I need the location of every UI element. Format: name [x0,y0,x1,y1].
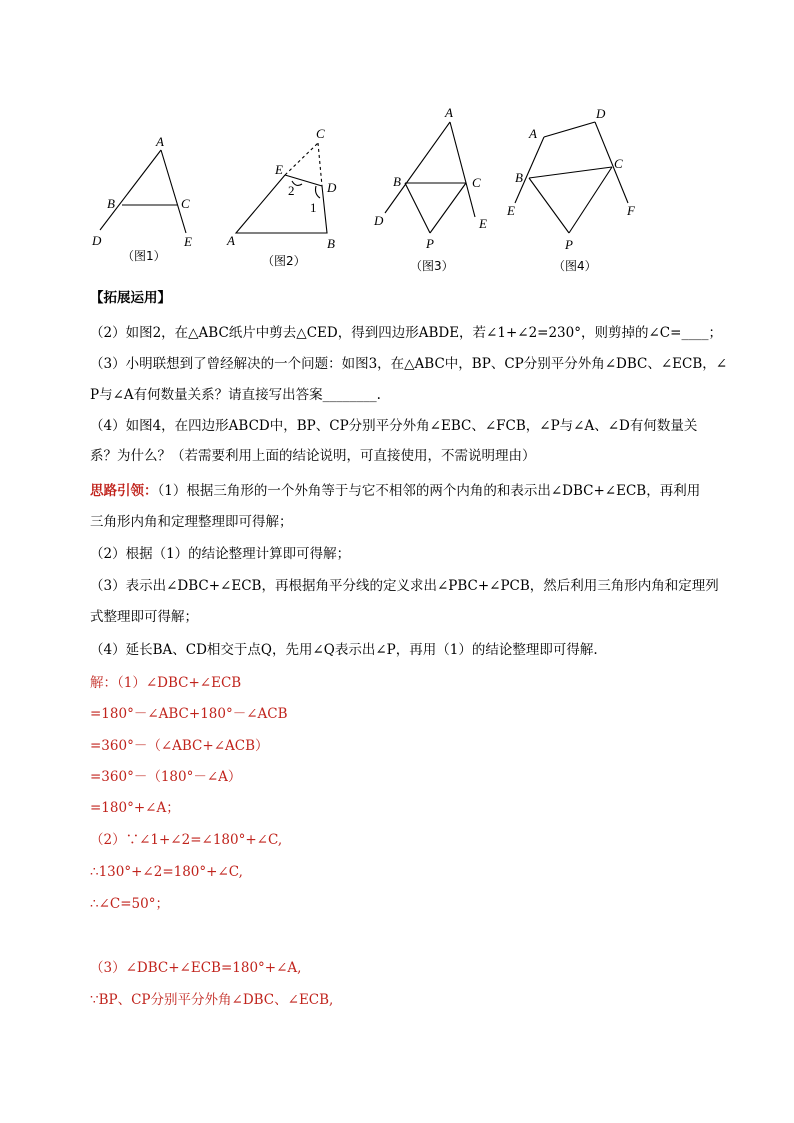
fig1-label-d: D [92,233,102,248]
hint-label: 思路引领： [90,483,158,499]
fig3-caption: （图3） [410,259,454,273]
solution-line-3: =360°－（∠ABC+∠ACB） [90,738,269,754]
fig2-angle-1: 1 [310,200,317,215]
solution-line-5: =180°+∠A； [90,800,180,816]
fig2-label-a: A [227,233,235,248]
fig3-label-d: D [374,213,384,228]
fig4-label-b: B [515,170,523,185]
fig4-label-c: C [614,156,623,171]
fig3-label-b: B [393,174,401,189]
question-4-line-2: 系？为什么？（若需要利用上面的结论说明，可直接使用，不需说明理由） [90,448,536,464]
question-4-line-1: （4）如图4，在四边形ABCD中，BP、CP分别平分外角∠EBC、∠FCB，∠P与∠A、∠D有何数量关 [90,418,698,434]
solution-line-4: =360°－（180°－∠A） [90,769,242,785]
hint-text-1: （1）根据三角形的一个外角等于与它不相邻的两个内角的和表示出∠DBC+∠ECB，再利用 [157,483,701,499]
section-heading: 【拓展运用】 [90,290,171,306]
fig1-label-c: C [181,196,190,211]
solution-line-7: ∴130°+∠2=180°+∠C, [90,864,243,880]
figure-3 [373,105,487,273]
solution-line-1: 解：（1）∠DBC+∠ECB [90,675,242,691]
fig4-label-f: F [627,203,635,218]
fig2-label-c: C [316,126,325,141]
question-2-line: （2）如图2，在△ABC纸片中剪去△CED，得到四边形ABDE，若∠1+∠2=230°，则剪掉的∠C=____； [90,325,722,341]
solution-line-9: （3）∠DBC+∠ECB=180°+∠A, [90,960,302,976]
fig1-label-e: E [184,234,192,249]
hint-line-1 [90,481,750,501]
hint-line-5: 式整理即可得解； [90,609,198,625]
fig1-caption: （图1） [122,249,166,263]
solution-line-8: ∴∠C=50°； [90,896,169,912]
fig4-label-e: E [507,203,515,218]
solution-line-6: （2）∵∠1+∠2=∠180°+∠C, [90,832,283,848]
hint-line-6: （4）延长BA、CD相交于点Q，先用∠Q表示出∠P，再用（1）的结论整理即可得解. [90,642,598,658]
fig3-label-p: P [426,236,434,251]
fig1-label-a: A [156,134,164,149]
hint-line-4: （3）表示出∠DBC+∠ECB，再根据角平分线的定义求出∠PBC+∠PCB，然后利用三角形内角和定理列 [90,578,719,594]
fig1-label-b: B [107,196,115,211]
figure-2 [226,126,337,268]
fig2-angle-2: 2 [288,183,295,198]
fig2-label-e: E [275,162,283,177]
fig3-label-c: C [472,175,481,190]
fig3-label-a: A [445,105,453,120]
question-3-line-1: （3）小明联想到了曾经解决的一个问题：如图3，在△ABC中，BP、CP分别平分外角∠DBC、∠ECB，∠ [90,356,728,372]
hint-line-3: （2）根据（1）的结论整理计算即可得解； [90,546,351,562]
figure-1 [91,134,192,263]
fig4-caption: （图4） [553,259,597,273]
figure-4 [506,106,636,273]
fig4-label-a: A [529,126,537,141]
fig4-label-d: D [596,106,606,121]
fig2-label-d: D [327,180,337,195]
fig4-label-p: P [565,237,573,252]
solution-line-10: ∵BP、CP分别平分外角∠DBC、∠ECB, [90,992,334,1008]
fig2-label-b: B [327,236,335,251]
hint-line-2: 三角形内角和定理整理即可得解； [90,514,293,530]
fig2-caption: （图2） [262,254,306,268]
question-3-line-2: P与∠A有何数量关系？请直接写出答案________. [90,387,381,403]
figures-area [0,0,794,280]
fig3-label-e: E [479,216,487,231]
solution-line-2: =180°－∠ABC+180°－∠ACB [90,706,288,722]
